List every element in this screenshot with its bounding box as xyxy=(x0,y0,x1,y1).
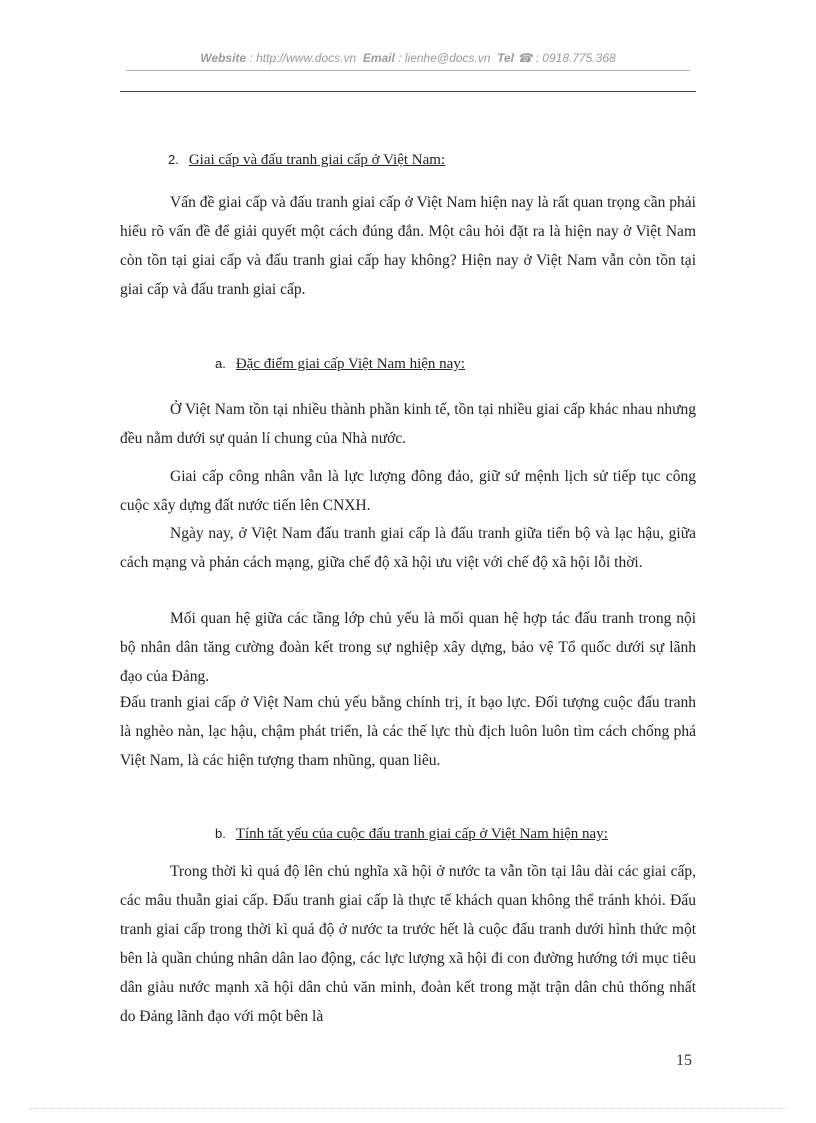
section-2-number: 2. xyxy=(168,152,179,167)
section-a-number: a. xyxy=(215,356,226,371)
page-number: 15 xyxy=(676,1052,692,1069)
section-2-paragraph: Vấn đề giai cấp và đấu tranh giai cấp ở Việt Nam hiện nay là rất quan trọng cần phải hiểu rõ vấn đề để giải quyết một cách đúng đắn. Một câu hỏi đặt ra là hiện nay ở Việt Nam còn tồn tại giai cấp và đấu tranh giai cấp hay không? Hiện nay ở Việt Nam vẫn còn tồn tại giai cấp và đấu tranh giai cấp. xyxy=(120,194,696,298)
section-a-title: Đặc điểm giai cấp Việt Nam hiện nay: xyxy=(235,356,466,372)
section-a-paragraph-3: Ngày nay, ở Việt Nam đấu tranh giai cấp là đấu tranh giữa tiến bộ và lạc hậu, giữa cách mạng và phản cách mạng, giữa chế độ xã hội ưu việt với chế độ xã hội lỗi thời. xyxy=(120,525,696,571)
email-address[interactable]: : lienhe@docs.vn xyxy=(398,51,491,65)
section-b-number: b. xyxy=(215,826,226,841)
section-a-paragraph-4: Mối quan hệ giữa các tầng lớp chủ yếu là mối quan hệ hợp tác đấu tranh trong nội bộ nhân dân tăng cường đoàn kết trong sự nghiệp xây dựng, bảo vệ Tổ quốc dưới sự lãnh đạo của Đảng. xyxy=(120,610,696,685)
section-a-paragraph-1: Ở Việt Nam tồn tại nhiều thành phần kinh tế, tồn tại nhiều giai cấp khác nhau nhưng đều nằm dưới sự quản lí chung của Nhà nước. xyxy=(120,401,696,447)
section-a-heading xyxy=(215,356,465,373)
section-b-heading xyxy=(215,826,608,843)
section-2-heading xyxy=(168,152,445,169)
header-divider xyxy=(126,70,690,71)
email-label: Email xyxy=(362,51,395,65)
tel-number: ☎ : 0918.775.368 xyxy=(517,51,616,65)
section-2-title: Giai cấp và đấu tranh giai cấp ở Việt Nam: xyxy=(188,152,446,168)
section-b-title: Tính tất yếu của cuộc đấu tranh giai cấp ở Việt Nam hiện nay: xyxy=(235,826,608,842)
website-label: Website xyxy=(200,51,247,65)
section-a-paragraph-5: Đấu tranh giai cấp ở Việt Nam chủ yếu bằng chính trị, ít bạo lực. Đối tượng cuộc đấu tranh là nghèo nàn, lạc hậu, chậm phát triển, là các thế lực thù địch luôn luôn tìm cách chống phá Việt Nam, là các hiện tượng tham nhũng, quan liêu. xyxy=(120,694,696,769)
footer-divider xyxy=(30,1108,786,1109)
website-url[interactable]: : http://www.docs.vn xyxy=(249,51,357,65)
tel-label: Tel xyxy=(497,51,514,65)
page-header xyxy=(126,51,690,65)
section-b-paragraph: Trong thời kì quá độ lên chủ nghĩa xã hội ở nước ta vẫn tồn tại lâu dài các giai cấp, các mâu thuẫn giai cấp. Đấu tranh giai cấp là thực tế khách quan không thể tránh khỏi. Đấu tranh giai cấp trong thời kì quá độ ở nước ta trước hết là cuộc đấu tranh dưới hình thức một bên là quần chúng nhân dân lao động, các lực lượng xã hội đi con đường hướng tới mục tiêu dân giàu nước mạnh xã hội dân chủ văn minh, đoàn kết trong mặt trận dân chủ thống nhất do Đảng lãnh đạo với một bên là xyxy=(120,863,696,1025)
section-a-paragraph-2: Giai cấp công nhân vẫn là lực lượng đông đảo, giữ sứ mệnh lịch sử tiếp tục công cuộc xây dựng đất nước tiến lên CNXH. xyxy=(120,468,696,514)
header-rule xyxy=(120,91,696,92)
